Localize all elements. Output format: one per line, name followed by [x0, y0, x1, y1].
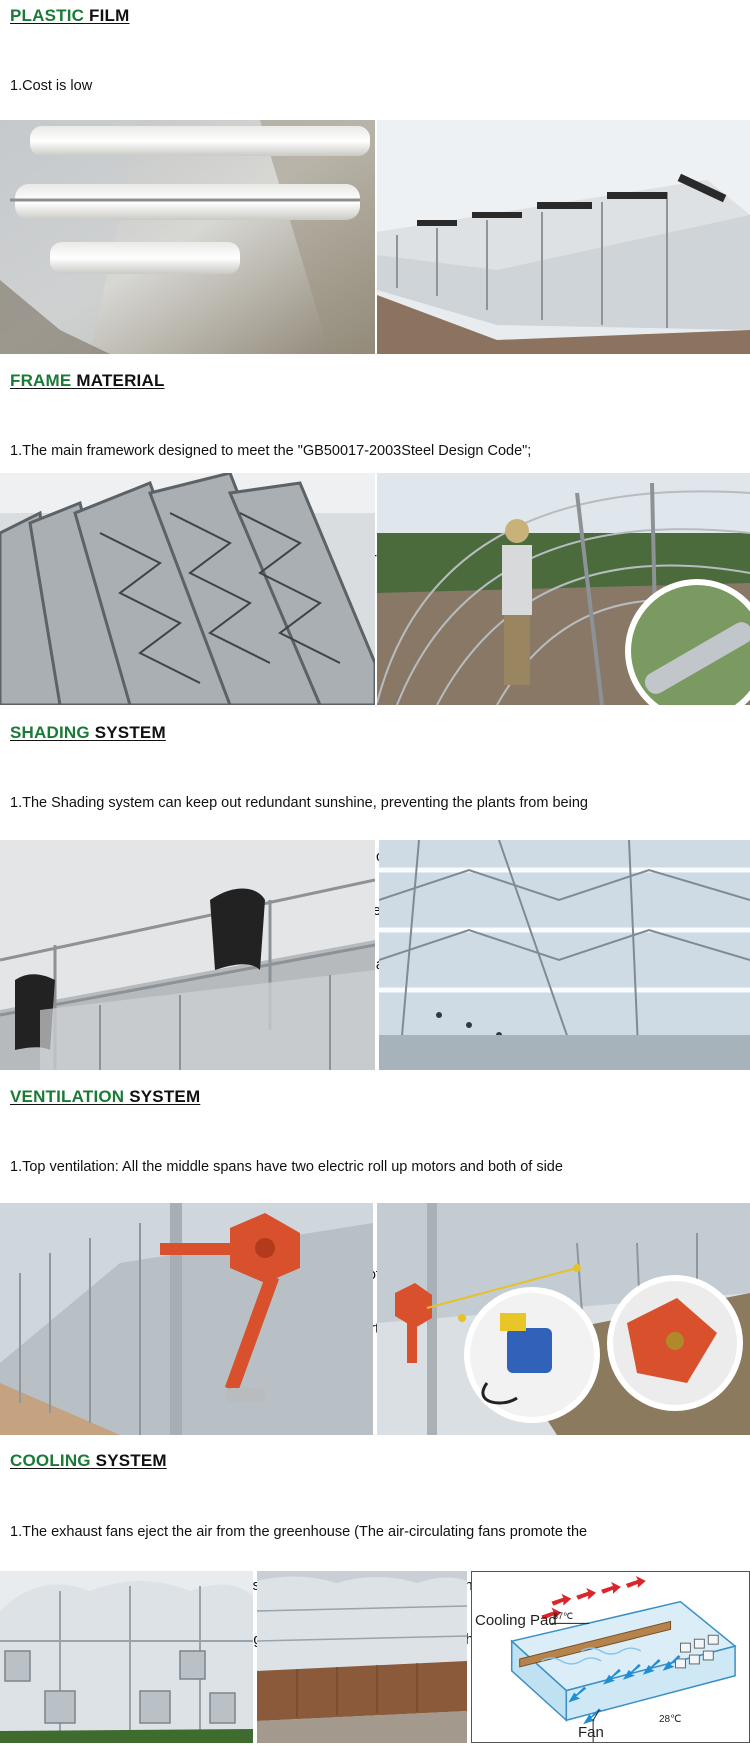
section-title-plastic-film: PLASTIC FILM	[10, 6, 130, 25]
greenhouse-film-exterior-photo	[377, 120, 750, 354]
section-title-shading-system: SHADING SYSTEM	[10, 723, 166, 742]
text-line: 1.Cost is low	[10, 78, 93, 94]
cooling-system-diagram	[471, 1571, 750, 1743]
cooling-pads-wall-photo	[257, 1571, 467, 1743]
internal-shading-structure-photo	[379, 840, 750, 1070]
cooling-pad-label: Cooling Pad	[475, 1612, 557, 1629]
text-line: 1.Top ventilation: All the middle spans have two electric roll up motors and both of side	[10, 1159, 563, 1175]
frame-installation-worker-photo	[377, 473, 750, 705]
text-line: the	[461, 1632, 482, 1648]
text-line: 1.The Shading system can keep out redundant sunshine, preventing the plants from being	[10, 795, 588, 811]
galvanized-steel-profiles-photo	[0, 473, 375, 705]
text-line: 1.The main framework designed to meet the "GB50017-2003Steel Design Code";	[10, 443, 532, 459]
section-title-ventilation-system: VENTILATION SYSTEM	[10, 1087, 201, 1106]
cooling-diagram-svg	[472, 1572, 749, 1742]
fan-label: Fan	[578, 1724, 604, 1741]
cool-temperature-label: 28℃	[659, 1714, 682, 1725]
exhaust-fans-greenhouse-photo	[0, 1571, 253, 1743]
section-title-cooling-system: COOLING SYSTEM	[10, 1451, 167, 1470]
plastic-film-roll-photo	[0, 120, 375, 354]
section-title-frame-material: FRAME MATERIAL	[10, 371, 165, 390]
text-line: the	[460, 1578, 481, 1594]
text-line: 1.The exhaust fans eject the air from the greenhouse (The air-circulating fans promote the	[10, 1524, 588, 1540]
electric-roll-up-motor-photo	[377, 1203, 750, 1435]
hot-temperature-label: 37℃	[553, 1611, 574, 1621]
manual-roll-up-crank-photo	[0, 1203, 373, 1435]
outside-shading-net-photo	[0, 840, 375, 1070]
